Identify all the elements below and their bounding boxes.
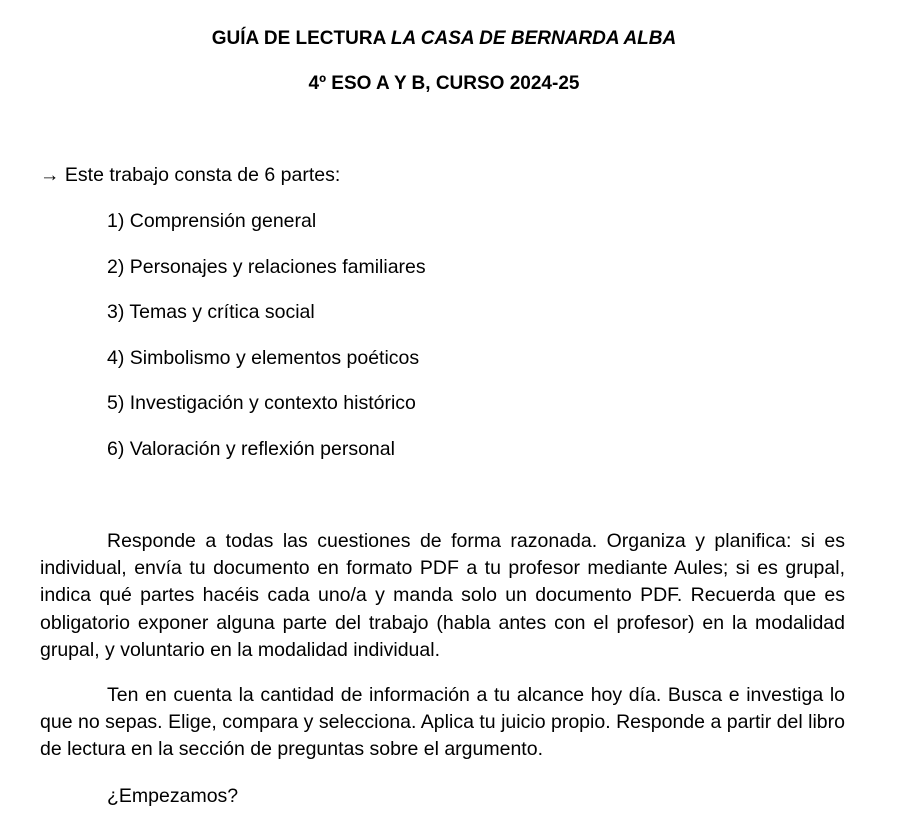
part-item-4: 4) Simbolismo y elementos poéticos [107,346,420,369]
intro-line [40,163,340,187]
closing-question: ¿Empezamos? [107,785,239,807]
document-title [0,27,888,51]
part-item-6: 6) Valoración y reflexión personal [107,437,395,460]
instructions-paragraph: Responde a todas las cuestiones de forma razonada. Organiza y planifica: si es individual, envía tu documento en formato PDF a tu profesor mediante Aules; si es grupal, indica qué partes hacéis cada uno/a y manda solo un documento PDF. Recuerda que es obligatorio exponer alguna parte del trabajo (habla antes con el profesor) en la modalidad grupal, y voluntario en la modalidad individual. [40,530,845,661]
title-book-name: LA CASA DE BERNARDA ALBA [390,28,677,49]
part-item-3: 3) Temas y crítica social [107,301,315,323]
part-item-2: 2) Personajes y relaciones familiares [107,255,426,278]
document-subtitle: 4º ESO A Y B, CURSO 2024-25 [308,73,580,94]
arrow-icon: → [40,164,60,186]
part-item-5: 5) Investigación y contexto histórico [107,392,416,414]
intro-text: Este trabajo consta de 6 partes: [59,164,341,186]
part-item-1: 1) Comprensión general [107,210,317,232]
parts-list [107,209,426,482]
title-prefix: GUÍA DE LECTURA [211,28,391,49]
advice-paragraph: Ten en cuenta la cantidad de información a tu alcance hoy día. Busca e investiga lo que no sepas. Elige, compara y selecciona. Aplica tu juicio propio. Responde a partir del libro de lectura en la sección de preguntas sobre el argumento. [40,684,845,761]
